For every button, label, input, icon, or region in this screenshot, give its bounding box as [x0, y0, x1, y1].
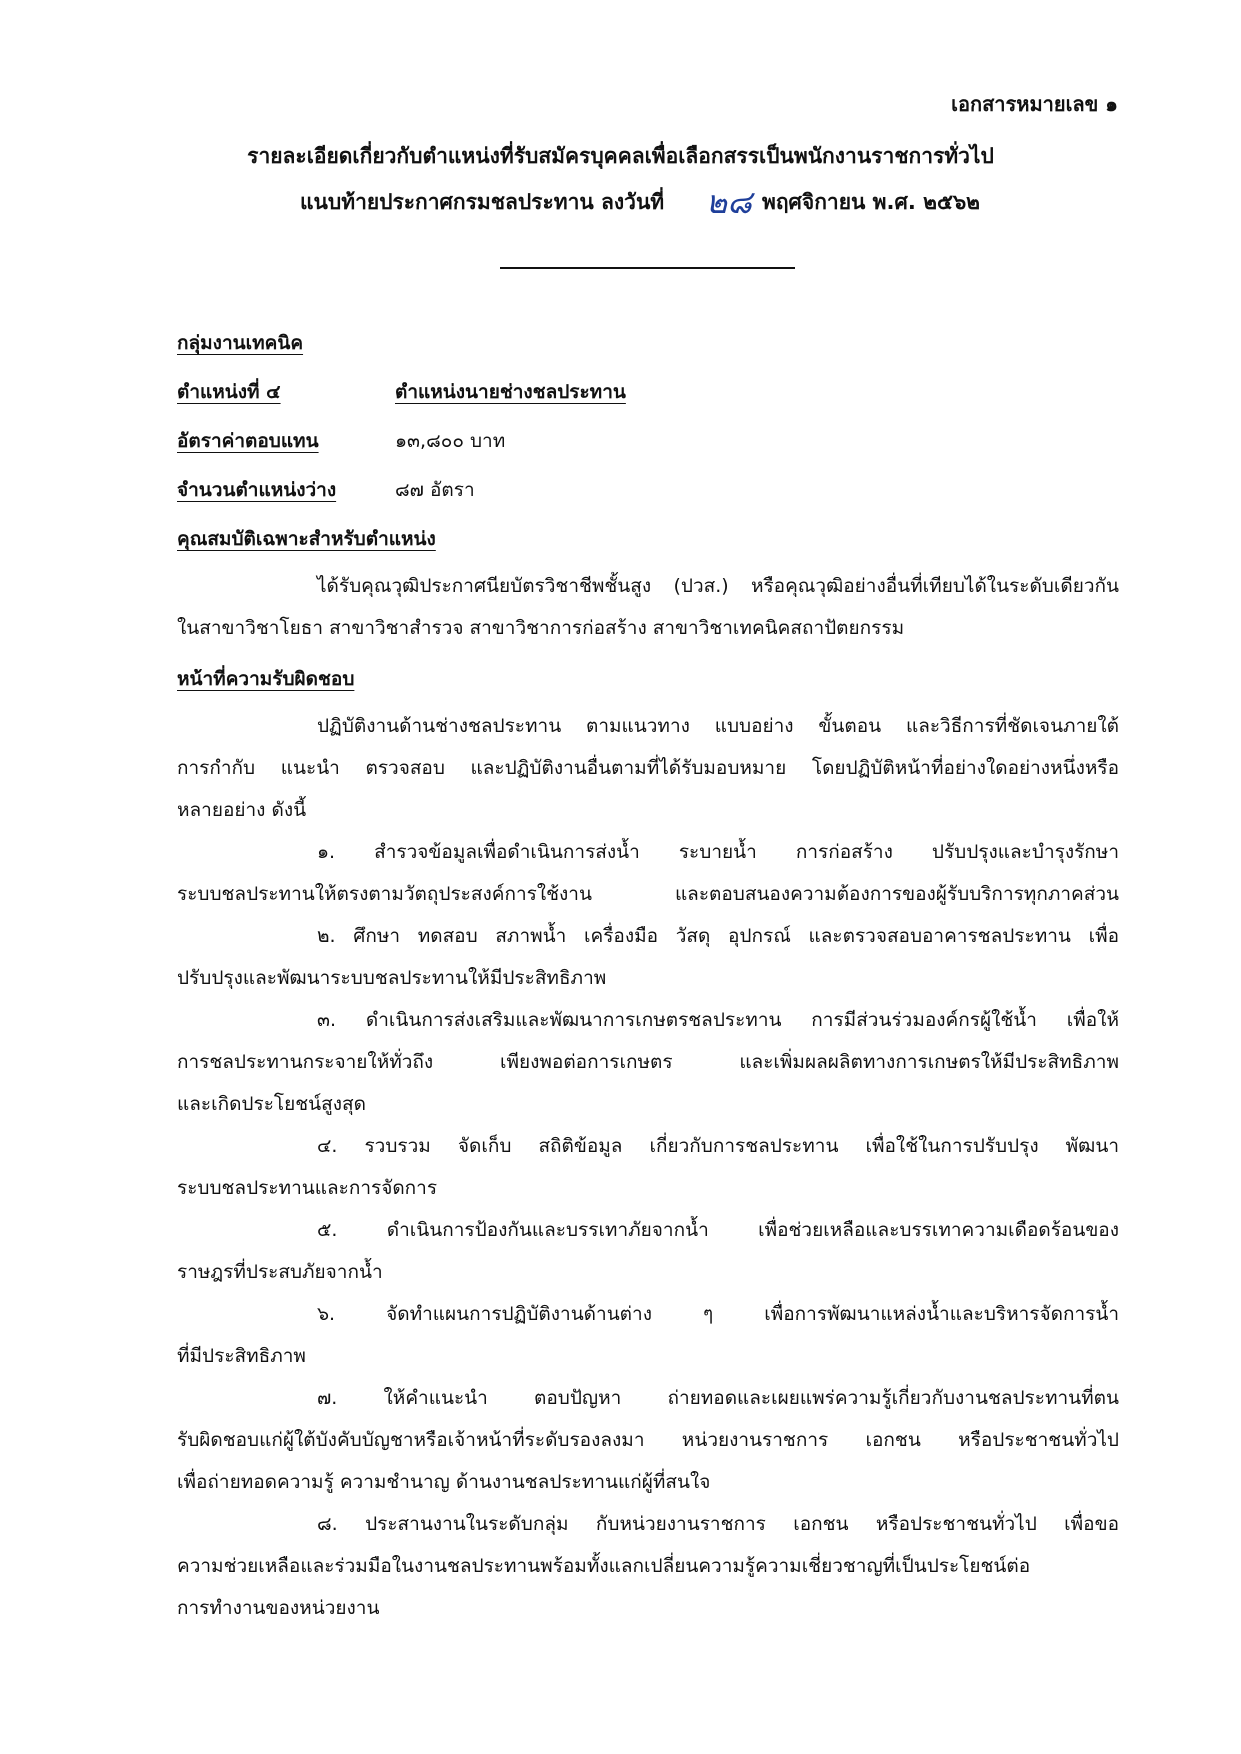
duties-line: ๑. สำรวจข้อมูลเพื่อดำเนินการส่งน้ำ ระบายน้ำ การก่อสร้าง ปรับปรุงและบำรุงรักษา: [317, 841, 1119, 863]
qualifications-line: ในสาขาวิชาโยธา สาขาวิชาสำรวจ สาขาวิชาการก่อสร้าง สาขาวิชาเทคนิคสถาปัตยกรรม: [177, 617, 905, 639]
duties-line: ๖. จัดทำแผนการปฏิบัติงานด้านต่าง ๆ เพื่อการพัฒนาแหล่งน้ำและบริหารจัดการน้ำ: [317, 1303, 1119, 1325]
qualifications-line: ได้รับคุณวุฒิประกาศนียบัตรวิชาชีพชั้นสูง (ปวส.) หรือคุณวุฒิอย่างอื่นที่เทียบได้ในระดับเดียวกัน: [317, 575, 1119, 597]
duties-line: ความช่วยเหลือและร่วมมือในงานชลประทานพร้อมทั้งแลกเปลี่ยนความรู้ความเชี่ยวชาญที่เป็นประโยชน์ต่อ: [177, 1555, 1031, 1577]
subtitle-suffix: พฤศจิกายน พ.ศ. ๒๕๖๒: [762, 190, 981, 214]
duties-line: ๓. ดำเนินการส่งเสริมและพัฒนาการเกษตรชลประทาน การมีส่วนร่วมองค์กรผู้ใช้น้ำ เพื่อให้: [317, 1009, 1119, 1031]
duties-line: หลายอย่าง ดังนี้: [177, 799, 307, 821]
duties-line: และเกิดประโยชน์สูงสุด: [177, 1093, 366, 1115]
vacancies-value: ๘๗ อัตรา: [395, 479, 475, 501]
duties-line: ๔. รวบรวม จัดเก็บ สถิติข้อมูล เกี่ยวกับการชลประทาน เพื่อใช้ในการปรับปรุง พัฒนา: [317, 1135, 1119, 1157]
duties-line: ราษฎรที่ประสบภัยจากน้ำ: [177, 1261, 383, 1283]
duties-line: การกำกับ แนะนำ ตรวจสอบ และปฏิบัติงานอื่นตามที่ได้รับมอบหมาย โดยปฏิบัติหน้าที่อย่างใดอย่างหนึ่งหรือ: [177, 757, 1119, 779]
handwritten-day: ๒๘: [706, 183, 752, 221]
duties-heading: หน้าที่ความรับผิดชอบ: [177, 668, 355, 690]
duties-line: ๘. ประสานงานในระดับกลุ่ม กับหน่วยงานราชการ เอกชน หรือประชาชนทั่วไป เพื่อขอ: [317, 1513, 1119, 1535]
group-heading: กลุ่มงานเทคนิค: [177, 332, 304, 354]
duties-line: ระบบชลประทานและการจัดการ: [177, 1177, 438, 1199]
duties-line: ที่มีประสิทธิภาพ: [177, 1345, 306, 1367]
duties-line: เพื่อถ่ายทอดความรู้ ความชำนาญ ด้านงานชลประทานแก่ผู้ที่สนใจ: [177, 1471, 711, 1493]
duties-paragraph: [177, 705, 1119, 1629]
position-value: ตำแหน่งนายช่างชลประทาน: [395, 381, 626, 403]
position-label: ตำแหน่งที่ ๔: [177, 381, 281, 403]
duties-line: ระบบชลประทานให้ตรงตามวัตถุประสงค์การใช้งาน และตอบสนองความต้องการของผู้รับบริการทุกภาคส่วน: [177, 883, 1119, 905]
duties-line: การทำงานของหน่วยงาน: [177, 1597, 380, 1619]
salary-label: อัตราค่าตอบแทน: [177, 430, 319, 452]
header-divider: [500, 267, 795, 269]
duties-line: ปฏิบัติงานด้านช่างชลประทาน ตามแนวทาง แบบอย่าง ขั้นตอน และวิธีการที่ชัดเจนภายใต้: [317, 715, 1119, 737]
duties-line: ๗. ให้คำแนะนำ ตอบปัญหา ถ่ายทอดและเผยแพร่ความรู้เกี่ยวกับงานชลประทานที่ตน: [317, 1387, 1119, 1409]
duties-line: ปรับปรุงและพัฒนาระบบชลประทานให้มีประสิทธิภาพ: [177, 967, 607, 989]
vacancies-label: จำนวนตำแหน่งว่าง: [177, 479, 337, 501]
qualifications-paragraph: [177, 565, 1119, 649]
duties-line: ๒. ศึกษา ทดสอบ สภาพน้ำ เครื่องมือ วัสดุ อุปกรณ์ และตรวจสอบอาคารชลประทาน เพื่อ: [317, 925, 1119, 947]
salary-value: ๑๓,๘๐๐ บาท: [395, 430, 506, 452]
document-title: รายละเอียดเกี่ยวกับตำแหน่งที่รับสมัครบุคคลเพื่อเลือกสรรเป็นพนักงานราชการทั่วไป: [247, 144, 994, 168]
subtitle-prefix: แนบท้ายประกาศกรมชลประทาน ลงวันที่: [300, 190, 665, 214]
document-number: เอกสารหมายเลข ๑: [951, 92, 1118, 116]
duties-line: รับผิดชอบแก่ผู้ใต้บังคับบัญชาหรือเจ้าหน้าที่ระดับรองลงมา หน่วยงานราชการ เอกชน หรือประชาชนทั่วไป: [177, 1429, 1119, 1451]
duties-line: การชลประทานกระจายให้ทั่วถึง เพียงพอต่อการเกษตร และเพิ่มผลผลิตทางการเกษตรให้มีประสิทธิภาพ: [177, 1051, 1119, 1073]
qualifications-heading: คุณสมบัติเฉพาะสำหรับตำแหน่ง: [177, 528, 436, 550]
duties-line: ๕. ดำเนินการป้องกันและบรรเทาภัยจากน้ำ เพื่อช่วยเหลือและบรรเทาความเดือดร้อนของ: [317, 1219, 1119, 1241]
